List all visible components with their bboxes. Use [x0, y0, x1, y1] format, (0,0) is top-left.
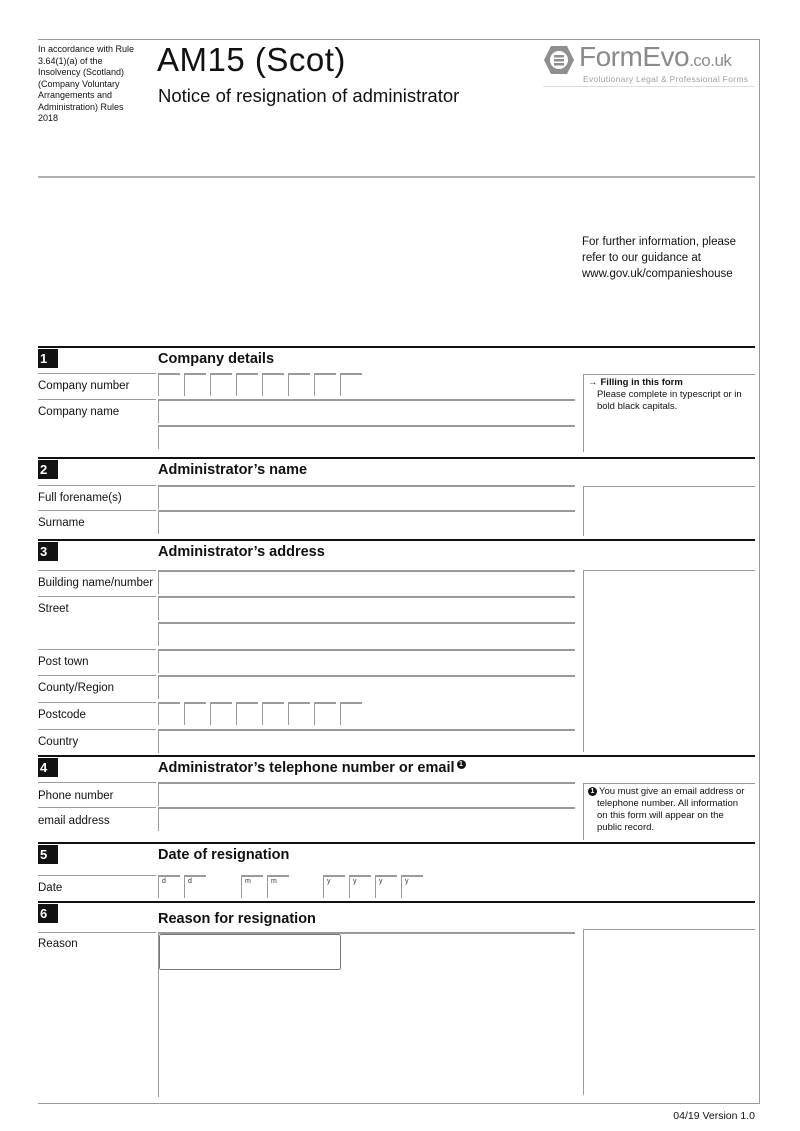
year-digit-box[interactable]: y: [375, 875, 397, 898]
footnote-1-icon: 1: [588, 787, 597, 796]
email-field[interactable]: [158, 807, 575, 831]
year-digit-box[interactable]: y: [323, 875, 345, 898]
page-border-top: [38, 39, 760, 40]
section-2-rule: [38, 457, 755, 459]
label-rule: [38, 729, 156, 730]
month-digit-box[interactable]: m: [241, 875, 263, 898]
section-5-rule: [38, 842, 755, 844]
day-digit-box[interactable]: d: [158, 875, 180, 898]
logo-brand-main: FormEvo: [579, 41, 690, 72]
section-4-number: 4: [38, 758, 58, 777]
section-1-rule: [38, 346, 755, 348]
section-6-rule: [38, 901, 755, 903]
post-town-field[interactable]: [158, 649, 575, 673]
date-label: Date: [38, 882, 63, 894]
street-label: Street: [38, 603, 69, 615]
postcode-char-box[interactable]: [262, 702, 284, 725]
country-label: Country: [38, 736, 79, 748]
logo-brand: [579, 41, 731, 73]
section-6-side-box: [583, 929, 755, 1095]
company-name-label: Company name: [38, 406, 120, 418]
logo-brand-suffix: .co.uk: [689, 51, 732, 70]
label-rule: [38, 702, 156, 703]
filling-note-title: Filling in this form: [600, 377, 683, 388]
company-number-boxes: [158, 373, 378, 397]
email-label: email address: [38, 815, 110, 827]
section-1-number: 1: [38, 349, 58, 368]
section-4-rule: [38, 755, 755, 757]
form-title: Notice of resignation of administrator: [158, 85, 460, 106]
company-name-field-1[interactable]: [158, 399, 575, 423]
building-field[interactable]: [158, 570, 575, 594]
company-number-digit-box[interactable]: [236, 373, 258, 396]
label-rule: [38, 649, 156, 650]
reason-field[interactable]: [158, 932, 575, 1097]
rule-reference-note: In accordance with Rule 3.64(1)(a) of the Insolvency (Scotland) (Company Voluntary Arrangements and Administration) Rules 2018: [38, 44, 135, 123]
postcode-char-box[interactable]: [340, 702, 362, 725]
section-3-side-box: [583, 570, 755, 752]
county-label: County/Region: [38, 682, 115, 694]
label-rule: [38, 510, 156, 511]
post-town-label: Post town: [38, 656, 89, 668]
section-3-number: 3: [38, 542, 58, 561]
label-rule: [38, 485, 156, 486]
section-3-title: Administrator’s address: [158, 544, 325, 560]
footnote-1-marker: 1: [457, 760, 466, 769]
company-number-digit-box[interactable]: [158, 373, 180, 396]
section-4-title: [158, 759, 466, 778]
logo-tagline: Evolutionary Legal & Professional Forms: [583, 74, 749, 84]
label-rule: [38, 875, 156, 876]
formevo-logo: [543, 43, 755, 87]
street-field-2[interactable]: [158, 622, 575, 646]
version-label: 04/19 Version 1.0: [673, 1110, 755, 1122]
section-2-number: 2: [38, 460, 58, 479]
street-field-1[interactable]: [158, 596, 575, 620]
forename-label: Full forename(s): [38, 492, 122, 504]
section-1-title: Company details: [158, 351, 275, 367]
contact-note-rest: telephone number. All information on this form will appear on the public record.: [597, 798, 739, 833]
company-number-digit-box[interactable]: [210, 373, 232, 396]
header-divider: [38, 176, 755, 178]
guidance-note: For further information, please refer to our guidance at www.gov.uk/companieshouse: [582, 236, 737, 280]
surname-label: Surname: [38, 517, 85, 529]
date-boxes: [158, 875, 438, 899]
postcode-char-box[interactable]: [236, 702, 258, 725]
forename-field[interactable]: [158, 485, 575, 509]
company-name-field-2[interactable]: [158, 425, 575, 449]
company-number-digit-box[interactable]: [184, 373, 206, 396]
contact-note: [583, 783, 755, 840]
reason-label: Reason: [38, 938, 78, 950]
phone-label: Phone number: [38, 790, 114, 802]
filling-note-text: Please complete in typescript or in bold black capitals.: [597, 389, 742, 412]
section-5-number: 5: [38, 845, 58, 864]
year-digit-box[interactable]: y: [349, 875, 371, 898]
section-4-title-text: Administrator’s telephone number or email: [158, 760, 455, 776]
section-6-title: Reason for resignation: [158, 911, 316, 927]
page-border-bottom: [38, 1103, 760, 1104]
section-5-title: Date of resignation: [158, 847, 290, 863]
label-rule: [38, 807, 156, 808]
company-number-label: Company number: [38, 380, 130, 392]
company-number-digit-box[interactable]: [314, 373, 336, 396]
label-rule: [38, 596, 156, 597]
building-label: Building name/number: [38, 577, 154, 589]
label-rule: [38, 570, 156, 571]
filling-form-note: [583, 374, 755, 452]
label-rule: [38, 399, 156, 400]
county-field[interactable]: [158, 675, 575, 699]
postcode-char-box[interactable]: [288, 702, 310, 725]
postcode-char-box[interactable]: [158, 702, 180, 725]
postcode-char-box[interactable]: [210, 702, 232, 725]
label-rule: [38, 782, 156, 783]
section-2-side-box: [583, 486, 755, 536]
year-digit-box[interactable]: y: [401, 875, 423, 898]
month-digit-box[interactable]: m: [267, 875, 289, 898]
contact-note-line1: You must give an email address or: [599, 786, 745, 797]
phone-field[interactable]: [158, 782, 575, 806]
formevo-hexagon-logo-icon: [543, 45, 575, 75]
page-border-right: [759, 39, 760, 1104]
form-code: AM15 (Scot): [157, 41, 346, 78]
arrow-right-icon: →: [588, 377, 598, 388]
surname-field[interactable]: [158, 510, 575, 534]
postcode-char-box[interactable]: [184, 702, 206, 725]
logo-underline: [543, 86, 755, 87]
postcode-boxes: [158, 702, 378, 726]
postcode-label: Postcode: [38, 709, 86, 721]
country-field[interactable]: [158, 729, 575, 753]
company-number-digit-box[interactable]: [288, 373, 310, 396]
day-digit-box[interactable]: d: [184, 875, 206, 898]
section-6-number: 6: [38, 904, 58, 923]
company-number-digit-box[interactable]: [262, 373, 284, 396]
postcode-char-box[interactable]: [314, 702, 336, 725]
label-rule: [38, 675, 156, 676]
label-rule: [38, 373, 156, 374]
section-2-title: Administrator’s name: [158, 462, 308, 478]
company-number-digit-box[interactable]: [340, 373, 362, 396]
section-3-rule: [38, 539, 755, 541]
label-rule: [38, 932, 156, 933]
